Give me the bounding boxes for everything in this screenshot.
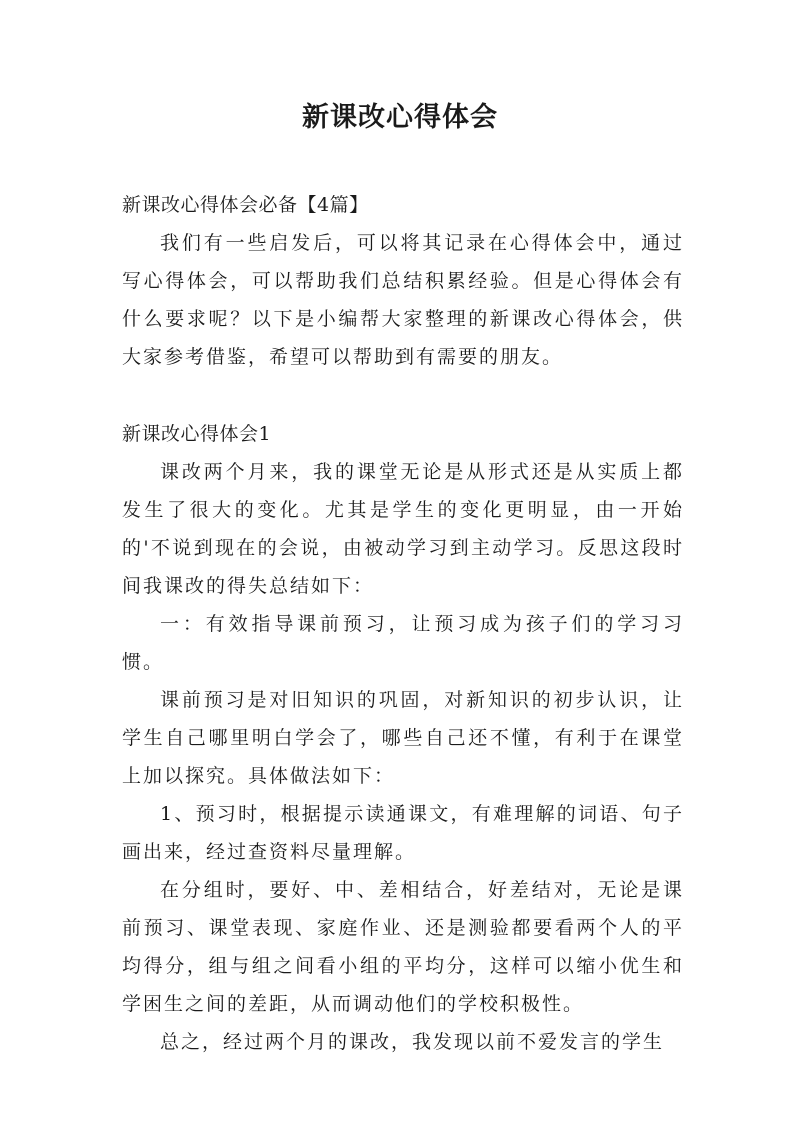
blank-line	[122, 376, 684, 415]
section1-paragraph-1: 课改两个月来，我的课堂无论是从形式还是从实质上都发生了很大的变化。尤其是学生的变化更明显，由一开始的'不说到现在的会说，由被动学习到主动学习。反思这段时间我课改的得失总结如下：	[122, 461, 684, 597]
intro-heading: 新课改心得体会必备【4篇】	[122, 194, 369, 216]
document-title: 新课改心得体会	[302, 102, 498, 133]
section1-paragraph-6: 总之，经过两个月的课改，我发现以前不爱发言的学生	[160, 1031, 665, 1053]
section1-paragraph-2: 一：有效指导课前预习，让预习成为孩子们的学习习惯。	[122, 613, 684, 673]
section1-paragraph-5: 在分组时，要好、中、差相结合，好差结对，无论是课前预习、课堂表现、家庭作业、还是测验都要看两个人的平均得分，组与组之间看小组的平均分，这样可以缩小优生和学困生之间的差距，从而调动他们的学校积极性。	[122, 879, 684, 1015]
section1-paragraph-4: 1、预习时，根据提示读通课文，有难理解的词语、句子画出来，经过查资料尽量理解。	[122, 803, 684, 863]
section1-paragraph-3: 课前预习是对旧知识的巩固，对新知识的初步认识，让学生自己哪里明白学会了，哪些自己还不懂，有利于在课堂上加以探究。具体做法如下：	[122, 689, 684, 787]
section1-heading: 新课改心得体会1	[122, 423, 272, 445]
document-body	[122, 186, 684, 1061]
intro-paragraph: 我们有一些启发后，可以将其记录在心得体会中，通过写心得体会，可以帮助我们总结积累经验。但是心得体会有什么要求呢？以下是小编帮大家整理的新课改心得体会，供大家参考借鉴，希望可以帮助到有需要的朋友。	[122, 232, 684, 368]
